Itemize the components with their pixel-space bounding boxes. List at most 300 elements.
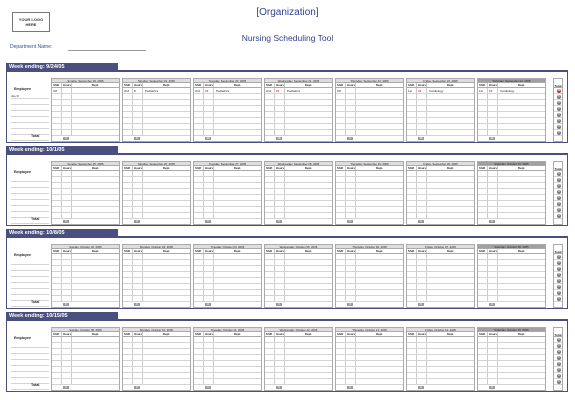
shift-cell[interactable] [478, 130, 488, 135]
hours-cell[interactable] [204, 213, 214, 218]
shift-cell[interactable] [52, 207, 62, 212]
dept-cell[interactable] [214, 183, 261, 188]
dept-cell[interactable] [214, 213, 261, 218]
shift-cell[interactable] [265, 343, 275, 348]
shift-cell[interactable] [123, 337, 133, 342]
hours-cell[interactable] [62, 355, 72, 360]
hours-cell[interactable] [417, 118, 427, 123]
shift-cell[interactable] [336, 177, 346, 182]
hours-cell[interactable] [133, 130, 143, 135]
shift-cell[interactable] [123, 278, 133, 283]
hours-cell[interactable] [417, 355, 427, 360]
dept-cell[interactable] [72, 367, 119, 372]
dept-cell[interactable] [285, 213, 332, 218]
dept-cell[interactable] [72, 88, 119, 93]
hours-cell[interactable] [346, 201, 356, 206]
dept-cell[interactable] [72, 343, 119, 348]
hours-cell[interactable] [346, 100, 356, 105]
hours-cell[interactable] [488, 130, 498, 135]
dept-cell[interactable] [143, 177, 190, 182]
dept-cell[interactable] [498, 278, 545, 283]
employee-name-cell[interactable]: Joe R [11, 93, 49, 99]
dept-cell[interactable] [214, 130, 261, 135]
dept-cell[interactable] [356, 373, 403, 378]
hours-cell[interactable] [488, 278, 498, 283]
hours-cell[interactable] [488, 171, 498, 176]
dept-cell[interactable] [143, 213, 190, 218]
dept-cell[interactable] [356, 361, 403, 366]
shift-cell[interactable]: Off [336, 88, 346, 93]
shift-cell[interactable] [265, 183, 275, 188]
dept-cell[interactable] [214, 290, 261, 295]
hours-cell[interactable] [133, 266, 143, 271]
dept-cell[interactable] [427, 272, 474, 277]
shift-cell[interactable] [123, 284, 133, 289]
dept-cell[interactable] [427, 349, 474, 354]
hours-cell[interactable] [346, 355, 356, 360]
hours-cell[interactable] [417, 361, 427, 366]
hours-cell[interactable] [488, 254, 498, 259]
dept-cell[interactable] [285, 189, 332, 194]
hours-cell[interactable]: 8 [133, 88, 143, 93]
shift-cell[interactable] [407, 100, 417, 105]
shift-cell[interactable] [478, 201, 488, 206]
shift-cell[interactable] [194, 379, 204, 384]
hours-cell[interactable] [62, 171, 72, 176]
hours-cell[interactable] [346, 124, 356, 129]
hours-cell[interactable] [204, 118, 214, 123]
dept-cell[interactable] [72, 177, 119, 182]
dept-cell[interactable] [214, 278, 261, 283]
hours-cell[interactable] [204, 189, 214, 194]
shift-cell[interactable] [407, 284, 417, 289]
dept-cell[interactable] [214, 284, 261, 289]
hours-cell[interactable] [62, 266, 72, 271]
dept-cell[interactable] [498, 343, 545, 348]
dept-cell[interactable] [143, 343, 190, 348]
hours-cell[interactable] [275, 361, 285, 366]
hours-cell[interactable] [488, 100, 498, 105]
hours-cell[interactable] [417, 130, 427, 135]
dept-cell[interactable] [214, 296, 261, 301]
shift-cell[interactable] [478, 355, 488, 360]
shift-cell[interactable] [265, 337, 275, 342]
hours-cell[interactable] [204, 171, 214, 176]
dept-cell[interactable] [356, 88, 403, 93]
hours-cell[interactable] [62, 201, 72, 206]
dept-cell[interactable] [285, 100, 332, 105]
shift-cell[interactable] [194, 296, 204, 301]
dept-cell[interactable] [143, 124, 190, 129]
shift-cell[interactable] [336, 367, 346, 372]
dept-cell[interactable] [214, 189, 261, 194]
shift-cell[interactable] [478, 260, 488, 265]
hours-cell[interactable] [275, 130, 285, 135]
hours-cell[interactable] [275, 254, 285, 259]
hours-cell[interactable] [204, 254, 214, 259]
shift-cell[interactable] [194, 355, 204, 360]
hours-cell[interactable] [346, 373, 356, 378]
dept-cell[interactable] [285, 355, 332, 360]
shift-cell[interactable] [478, 278, 488, 283]
shift-cell[interactable] [52, 343, 62, 348]
hours-cell[interactable] [417, 254, 427, 259]
shift-cell[interactable] [407, 213, 417, 218]
hours-cell[interactable] [62, 183, 72, 188]
shift-cell[interactable] [123, 189, 133, 194]
dept-cell[interactable] [143, 118, 190, 123]
shift-cell[interactable] [194, 189, 204, 194]
hours-cell[interactable] [204, 373, 214, 378]
dept-cell[interactable] [356, 118, 403, 123]
dept-cell[interactable] [427, 284, 474, 289]
hours-cell[interactable] [62, 130, 72, 135]
dept-cell[interactable] [427, 183, 474, 188]
hours-cell[interactable] [133, 379, 143, 384]
dept-cell[interactable] [356, 189, 403, 194]
dept-cell[interactable] [356, 177, 403, 182]
shift-cell[interactable] [194, 112, 204, 117]
shift-cell[interactable] [336, 207, 346, 212]
hours-cell[interactable] [275, 272, 285, 277]
shift-cell[interactable] [336, 355, 346, 360]
dept-cell[interactable] [356, 130, 403, 135]
dept-cell[interactable] [427, 213, 474, 218]
dept-cell[interactable] [72, 361, 119, 366]
dept-cell[interactable] [356, 171, 403, 176]
shift-cell[interactable] [478, 189, 488, 194]
hours-cell[interactable] [275, 278, 285, 283]
hours-cell[interactable] [275, 195, 285, 200]
shift-cell[interactable] [407, 367, 417, 372]
dept-cell[interactable] [498, 94, 545, 99]
dept-cell[interactable] [427, 361, 474, 366]
dept-cell[interactable] [285, 171, 332, 176]
dept-cell[interactable] [72, 130, 119, 135]
hours-cell[interactable] [62, 349, 72, 354]
hours-cell[interactable] [275, 373, 285, 378]
hours-cell[interactable] [133, 195, 143, 200]
dept-cell[interactable] [72, 118, 119, 123]
shift-cell[interactable] [407, 296, 417, 301]
dept-cell[interactable] [143, 266, 190, 271]
hours-cell[interactable] [488, 337, 498, 342]
dept-cell[interactable] [143, 94, 190, 99]
hours-cell[interactable] [62, 94, 72, 99]
shift-cell[interactable] [265, 201, 275, 206]
shift-cell[interactable] [194, 124, 204, 129]
dept-cell[interactable] [285, 106, 332, 111]
dept-cell[interactable] [214, 367, 261, 372]
dept-cell[interactable] [427, 373, 474, 378]
hours-cell[interactable] [62, 254, 72, 259]
hours-cell[interactable]: 10 [275, 88, 285, 93]
shift-cell[interactable] [407, 189, 417, 194]
dept-cell[interactable] [143, 337, 190, 342]
shift-cell[interactable] [336, 284, 346, 289]
shift-cell[interactable] [336, 266, 346, 271]
shift-cell[interactable] [407, 177, 417, 182]
dept-cell[interactable] [356, 367, 403, 372]
hours-cell[interactable] [204, 337, 214, 342]
shift-cell[interactable] [407, 260, 417, 265]
hours-cell[interactable] [417, 349, 427, 354]
dept-cell[interactable] [427, 118, 474, 123]
hours-cell[interactable] [204, 343, 214, 348]
shift-cell[interactable] [123, 171, 133, 176]
hours-cell[interactable] [488, 207, 498, 212]
dept-cell[interactable] [498, 290, 545, 295]
dept-cell[interactable] [427, 266, 474, 271]
hours-cell[interactable] [346, 337, 356, 342]
hours-cell[interactable] [204, 124, 214, 129]
dept-cell[interactable] [214, 94, 261, 99]
dept-cell[interactable] [498, 183, 545, 188]
dept-cell[interactable] [285, 201, 332, 206]
hours-cell[interactable] [417, 195, 427, 200]
shift-cell[interactable] [407, 290, 417, 295]
shift-cell[interactable] [194, 100, 204, 105]
dept-cell[interactable] [498, 361, 545, 366]
dept-cell[interactable] [356, 106, 403, 111]
hours-cell[interactable] [275, 367, 285, 372]
shift-cell[interactable]: 2nd [123, 88, 133, 93]
shift-cell[interactable] [265, 355, 275, 360]
hours-cell[interactable] [417, 284, 427, 289]
hours-cell[interactable] [133, 290, 143, 295]
shift-cell[interactable] [194, 349, 204, 354]
dept-cell[interactable] [285, 272, 332, 277]
hours-cell[interactable] [275, 355, 285, 360]
hours-cell[interactable] [62, 379, 72, 384]
shift-cell[interactable] [336, 343, 346, 348]
shift-cell[interactable] [478, 183, 488, 188]
shift-cell[interactable] [478, 296, 488, 301]
hours-cell[interactable] [346, 177, 356, 182]
hours-cell[interactable] [488, 266, 498, 271]
hours-cell[interactable] [204, 207, 214, 212]
hours-cell[interactable] [417, 177, 427, 182]
shift-cell[interactable] [336, 171, 346, 176]
shift-cell[interactable] [407, 254, 417, 259]
dept-cell[interactable] [143, 201, 190, 206]
shift-cell[interactable] [123, 373, 133, 378]
hours-cell[interactable] [417, 213, 427, 218]
hours-cell[interactable] [346, 94, 356, 99]
dept-cell[interactable] [214, 112, 261, 117]
shift-cell[interactable] [123, 296, 133, 301]
hours-cell[interactable] [488, 118, 498, 123]
hours-cell[interactable] [133, 337, 143, 342]
dept-cell[interactable] [214, 124, 261, 129]
dept-cell[interactable] [498, 266, 545, 271]
shift-cell[interactable] [52, 290, 62, 295]
dept-cell[interactable] [285, 183, 332, 188]
hours-cell[interactable] [204, 112, 214, 117]
dept-cell[interactable] [214, 207, 261, 212]
shift-cell[interactable] [52, 118, 62, 123]
shift-cell[interactable] [407, 195, 417, 200]
hours-cell[interactable] [133, 171, 143, 176]
shift-cell[interactable] [194, 343, 204, 348]
shift-cell[interactable] [52, 373, 62, 378]
dept-cell[interactable] [285, 296, 332, 301]
dept-cell[interactable] [143, 284, 190, 289]
shift-cell[interactable] [407, 337, 417, 342]
shift-cell[interactable] [265, 260, 275, 265]
hours-cell[interactable] [62, 272, 72, 277]
shift-cell[interactable] [407, 118, 417, 123]
dept-cell[interactable] [72, 284, 119, 289]
shift-cell[interactable] [194, 207, 204, 212]
hours-cell[interactable] [204, 177, 214, 182]
shift-cell[interactable] [265, 272, 275, 277]
shift-cell[interactable] [194, 118, 204, 123]
shift-cell[interactable] [265, 112, 275, 117]
dept-cell[interactable] [72, 213, 119, 218]
hours-cell[interactable] [417, 260, 427, 265]
dept-cell[interactable] [427, 130, 474, 135]
shift-cell[interactable] [265, 118, 275, 123]
shift-cell[interactable] [52, 124, 62, 129]
hours-cell[interactable] [133, 254, 143, 259]
dept-cell[interactable]: Pediatrics [216, 89, 230, 93]
hours-cell[interactable] [204, 272, 214, 277]
shift-cell[interactable]: 2nd [265, 88, 275, 93]
shift-cell[interactable] [407, 266, 417, 271]
shift-cell[interactable] [407, 94, 417, 99]
hours-cell[interactable] [204, 100, 214, 105]
shift-cell[interactable] [478, 290, 488, 295]
dept-cell[interactable] [285, 195, 332, 200]
dept-cell[interactable]: Cardiology [500, 89, 515, 93]
hours-cell[interactable] [488, 296, 498, 301]
hours-cell[interactable] [275, 189, 285, 194]
hours-cell[interactable] [133, 177, 143, 182]
shift-cell[interactable] [52, 177, 62, 182]
hours-cell[interactable] [488, 355, 498, 360]
dept-cell[interactable] [285, 367, 332, 372]
dept-cell[interactable] [72, 112, 119, 117]
dept-cell[interactable] [356, 379, 403, 384]
hours-cell[interactable] [204, 367, 214, 372]
dept-cell[interactable] [427, 201, 474, 206]
hours-cell[interactable] [275, 100, 285, 105]
shift-cell[interactable] [52, 272, 62, 277]
hours-cell[interactable] [62, 213, 72, 218]
hours-cell[interactable] [62, 112, 72, 117]
dept-cell[interactable] [143, 379, 190, 384]
hours-cell[interactable] [417, 201, 427, 206]
shift-cell[interactable] [194, 290, 204, 295]
shift-cell[interactable] [52, 106, 62, 111]
shift-cell[interactable] [52, 284, 62, 289]
hours-cell[interactable] [133, 272, 143, 277]
dept-cell[interactable] [427, 106, 474, 111]
dept-cell[interactable] [285, 373, 332, 378]
dept-cell[interactable] [498, 118, 545, 123]
hours-cell[interactable] [488, 189, 498, 194]
dept-cell[interactable] [356, 272, 403, 277]
hours-cell[interactable] [62, 296, 72, 301]
shift-cell[interactable] [194, 337, 204, 342]
shift-cell[interactable] [194, 367, 204, 372]
dept-cell[interactable] [214, 349, 261, 354]
dept-cell[interactable] [214, 337, 261, 342]
shift-cell[interactable] [123, 118, 133, 123]
shift-cell[interactable] [194, 260, 204, 265]
shift-cell[interactable] [123, 183, 133, 188]
dept-cell[interactable] [214, 272, 261, 277]
hours-cell[interactable] [346, 189, 356, 194]
dept-cell[interactable] [498, 177, 545, 182]
hours-cell[interactable] [62, 373, 72, 378]
shift-cell[interactable] [123, 367, 133, 372]
shift-cell[interactable] [123, 349, 133, 354]
hours-cell[interactable] [346, 88, 356, 93]
shift-cell[interactable] [194, 177, 204, 182]
shift-cell[interactable] [52, 337, 62, 342]
shift-cell[interactable] [336, 373, 346, 378]
shift-cell[interactable] [265, 106, 275, 111]
hours-cell[interactable] [133, 355, 143, 360]
shift-cell[interactable] [407, 106, 417, 111]
shift-cell[interactable] [407, 171, 417, 176]
dept-cell[interactable] [143, 367, 190, 372]
dept-cell[interactable] [498, 106, 545, 111]
shift-cell[interactable] [407, 373, 417, 378]
hours-cell[interactable] [133, 343, 143, 348]
hours-cell[interactable] [275, 177, 285, 182]
dept-cell[interactable] [498, 260, 545, 265]
dept-cell[interactable] [498, 130, 545, 135]
dept-cell[interactable] [143, 183, 190, 188]
shift-cell[interactable] [123, 106, 133, 111]
shift-cell[interactable] [407, 112, 417, 117]
hours-cell[interactable] [204, 106, 214, 111]
shift-cell[interactable] [265, 278, 275, 283]
shift-cell[interactable] [123, 290, 133, 295]
shift-cell[interactable] [478, 213, 488, 218]
hours-cell[interactable] [133, 106, 143, 111]
dept-cell[interactable] [143, 355, 190, 360]
hours-cell[interactable] [133, 278, 143, 283]
dept-cell[interactable] [427, 124, 474, 129]
dept-cell[interactable] [498, 100, 545, 105]
dept-cell[interactable] [427, 337, 474, 342]
shift-cell[interactable] [265, 373, 275, 378]
hours-cell[interactable] [488, 379, 498, 384]
dept-cell[interactable] [143, 106, 190, 111]
shift-cell[interactable] [407, 355, 417, 360]
shift-cell[interactable] [265, 195, 275, 200]
hours-cell[interactable] [62, 124, 72, 129]
dept-cell[interactable] [72, 266, 119, 271]
hours-cell[interactable] [62, 177, 72, 182]
dept-cell[interactable] [498, 349, 545, 354]
hours-cell[interactable] [204, 201, 214, 206]
shift-cell[interactable] [336, 118, 346, 123]
dept-cell[interactable] [285, 284, 332, 289]
dept-cell[interactable] [427, 189, 474, 194]
dept-cell[interactable] [72, 278, 119, 283]
shift-cell[interactable] [123, 195, 133, 200]
hours-cell[interactable] [417, 106, 427, 111]
hours-cell[interactable] [488, 284, 498, 289]
shift-cell[interactable] [52, 201, 62, 206]
hours-cell[interactable] [275, 266, 285, 271]
hours-cell[interactable] [488, 367, 498, 372]
